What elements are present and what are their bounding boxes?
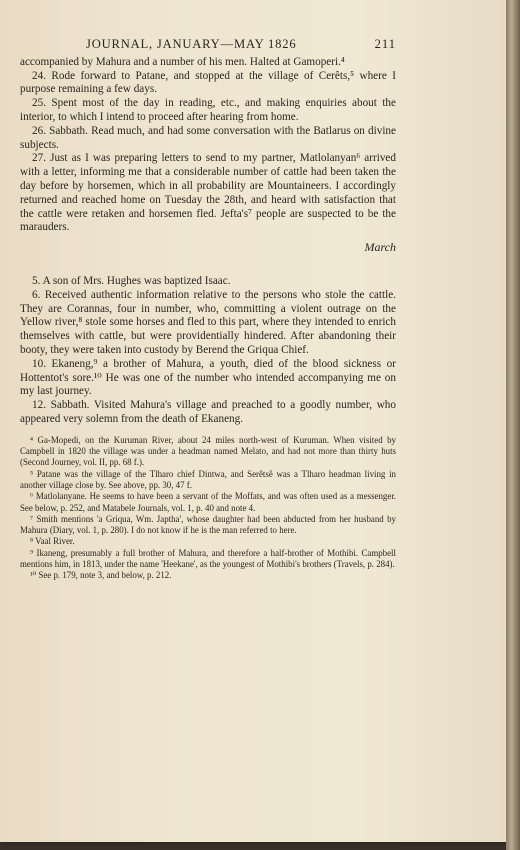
month-heading: March bbox=[364, 240, 396, 255]
footnote: ⁶ Matlolanyane. He seems to have been a servant of the Moffats, and was often used as a messenger. See below, p. 252, and Matabele Journals, vol. 1, p. 40 and note 4. bbox=[20, 491, 396, 513]
page-number: 211 bbox=[374, 37, 396, 51]
journal-entry: 6. Received authentic information relative to the persons who stole the cattle. They are Corannas, four in number, who, committing a violent outrage on the Yellow river,⁸ stole some horses and fled to this part, where they intended to enrich themselves with cattle, but were providentially hindered. After abandoning their booty, they were taken into custody by Berend the Griqua Chief. bbox=[20, 288, 396, 356]
running-head-title: JOURNAL, JANUARY—MAY 1826 bbox=[86, 37, 297, 51]
journal-entry: 25. Spent most of the day in reading, etc., and making enquiries about the interior, to which I intend to proceed after hearing from home. bbox=[20, 97, 396, 123]
journal-entry: accompanied by Mahura and a number of his men. Halted at Gamoperi.⁴ bbox=[20, 55, 345, 68]
journal-entry: 24. Rode forward to Patane, and stopped at the village of Cerêts,⁵ where I purpose remaining a few days. bbox=[20, 69, 396, 96]
journal-entry: 5. A son of Mrs. Hughes was baptized Isaac. bbox=[32, 274, 231, 287]
journal-entry: 26. Sabbath. Read much, and had some conversation with the Batlarus on divine subjects. bbox=[20, 124, 396, 151]
journal-entries bbox=[20, 56, 396, 235]
journal-entry: 27. Just as I was preparing letters to send to my partner, Matlolanyan⁶ arrived with a letter, informing me that a considerable number of cattle had been taken the day before by horsemen, which in all probability are Mountaineers. I accordingly returned and reached home on Tuesday the 28th, and heard with satisfaction that the cattle were retaken and horsemen fled. Jefta's⁷ people are suspected to be the marauders. bbox=[20, 152, 396, 234]
footnote: ¹⁰ See p. 179, note 3, and below, p. 212. bbox=[30, 570, 172, 581]
running-head bbox=[20, 38, 396, 52]
march-entries bbox=[20, 275, 396, 427]
journal-entry: 10. Ekaneng,⁹ a brother of Mahura, a youth, died of the blood sickness or Hottentot's sore.¹⁰ He was one of the number who intended accompanying me on my last journey. bbox=[20, 357, 396, 398]
footnote: ⁸ Vaal River. bbox=[30, 536, 75, 547]
footnote: ⁹ Ikaneng, presumably a full brother of Mahura, and therefore a half-brother of Mothibi. Campbell mentions him, in 1813, under the name 'Heekane', as the youngest of Mothibi's brothers (Travels, p. 284). bbox=[20, 547, 396, 569]
footnote: ⁷ Smith mentions 'a Griqua, Wm. Japtha', whose daughter had been abducted from her husband by Mahura (Diary, vol. 1, p. 280). I do not know if he is the man referred to here. bbox=[20, 513, 396, 536]
footnote: ⁴ Ga-Mopedi, on the Kuruman River, about 24 miles north-west of Kuruman. When visited by Campbell in 1820 the village was under a headman named Melato, and had not more than thirty huts (Second Journey, vol. II, pp. 68 f.). bbox=[20, 434, 396, 468]
page-edge bbox=[506, 0, 520, 850]
page-content bbox=[20, 38, 396, 582]
journal-entry: 12. Sabbath. Visited Mahura's village and preached to a goodly number, who appeared very solemn from the death of Ekaneng. bbox=[20, 399, 396, 425]
footnotes bbox=[20, 435, 396, 582]
footnote: ⁵ Patane was the village of the Tlharo chief Dintwa, and Serêtsê was a Tlharo headman living in another village close by. See above, pp. 30, 47 f. bbox=[20, 468, 396, 490]
